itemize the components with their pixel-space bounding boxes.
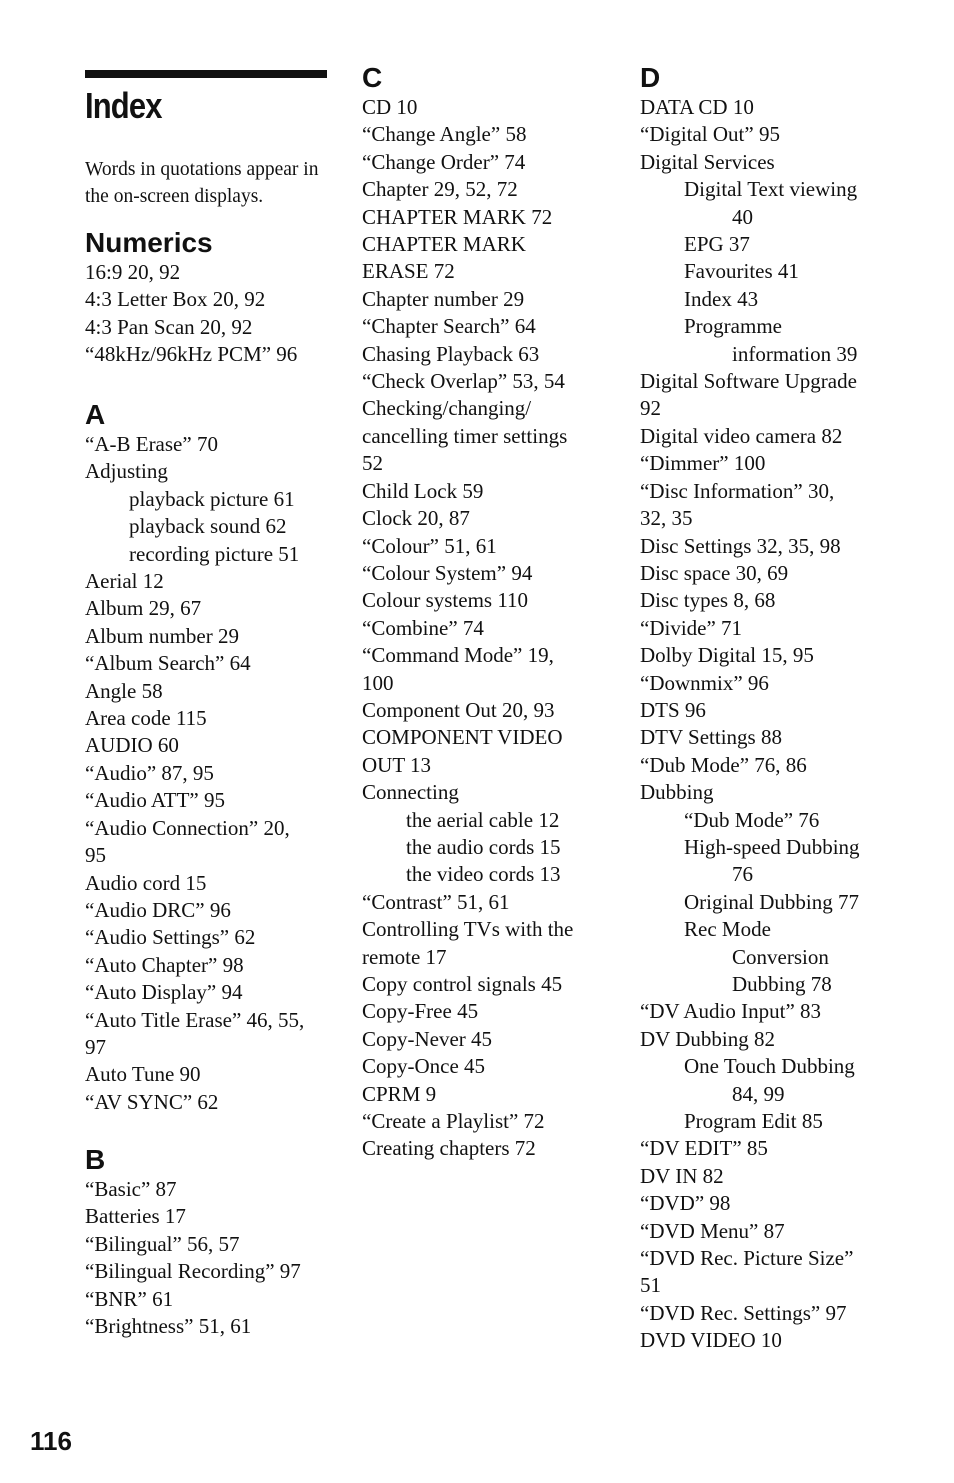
index-entry: 51 bbox=[640, 1273, 661, 1298]
index-entry: “Audio Settings” 62 bbox=[85, 925, 256, 950]
index-entry: Chapter 29, 52, 72 bbox=[362, 177, 518, 202]
index-entry: AUDIO 60 bbox=[85, 733, 179, 758]
index-subentry: One Touch Dubbing bbox=[684, 1054, 855, 1079]
index-entry: 4:3 Pan Scan 20, 92 bbox=[85, 314, 253, 339]
index-entry: “Audio” 87, 95 bbox=[85, 760, 214, 785]
title-rule bbox=[85, 70, 327, 78]
index-subentry: the video cords 13 bbox=[406, 862, 561, 887]
index-entry: “DVD Rec. Settings” 97 bbox=[640, 1300, 847, 1325]
index-entry: “DVD” 98 bbox=[640, 1191, 731, 1216]
index-entry: Checking/changing/ bbox=[362, 396, 532, 421]
index-entry: OUT 13 bbox=[362, 752, 432, 777]
index-entry: “Combine” 74 bbox=[362, 615, 484, 640]
index-entry: “Command Mode” 19, bbox=[362, 643, 554, 668]
index-entry: Digital video camera 82 bbox=[640, 423, 843, 448]
index-subentry: Digital Text viewing bbox=[684, 177, 858, 202]
index-entry: “Brightness” 51, 61 bbox=[85, 1314, 252, 1339]
index-entry: Component Out 20, 93 bbox=[362, 697, 555, 722]
index-subentry: 76 bbox=[732, 862, 753, 887]
index-entry: DV Dubbing 82 bbox=[640, 1026, 775, 1051]
index-subentry: EPG 37 bbox=[684, 232, 750, 257]
index-subentry: playback picture 61 bbox=[129, 486, 295, 511]
index-entry: “Audio DRC” 96 bbox=[85, 897, 231, 922]
index-entry: “Digital Out” 95 bbox=[640, 122, 780, 147]
index-entry: Disc Settings 32, 35, 98 bbox=[640, 533, 841, 558]
index-section-b bbox=[85, 1143, 301, 1340]
index-entry: “Dub Mode” 76, 86 bbox=[640, 752, 807, 777]
index-entry: “DVD Menu” 87 bbox=[640, 1218, 785, 1243]
index-entry: “Divide” 71 bbox=[640, 615, 743, 640]
index-entry: DV IN 82 bbox=[640, 1163, 724, 1188]
index-entry: “Disc Information” 30, bbox=[640, 478, 835, 503]
index-subentry: the aerial cable 12 bbox=[406, 807, 560, 832]
entry-list bbox=[85, 1176, 301, 1340]
index-entry: “A-B Erase” 70 bbox=[85, 432, 218, 456]
index-entry: “Colour” 51, 61 bbox=[362, 533, 497, 558]
index-entry: Area code 115 bbox=[85, 706, 207, 731]
index-subentry: 40 bbox=[732, 204, 753, 229]
page-number: 116 bbox=[30, 1426, 72, 1456]
entry-list bbox=[640, 94, 860, 1355]
index-entry: “DV Audio Input” 83 bbox=[640, 999, 822, 1024]
index-entry: 16:9 20, 92 bbox=[85, 260, 181, 284]
index-entry: CHAPTER MARK 72 bbox=[362, 204, 553, 229]
page-title: Index bbox=[85, 85, 162, 126]
index-entry: Album 29, 67 bbox=[85, 596, 202, 621]
index-entry: “Change Angle” 58 bbox=[362, 122, 527, 147]
index-entry: Dubbing bbox=[640, 780, 714, 805]
index-entry: Child Lock 59 bbox=[362, 478, 484, 503]
index-entry: Copy-Free 45 bbox=[362, 999, 479, 1024]
index-subentry: the audio cords 15 bbox=[406, 834, 561, 859]
index-entry: “DVD Rec. Picture Size” bbox=[640, 1246, 854, 1271]
entry-list bbox=[362, 94, 573, 1163]
section-letter: C bbox=[362, 62, 383, 93]
index-entry: Angle 58 bbox=[85, 678, 163, 703]
index-entry: DTS 96 bbox=[640, 697, 706, 722]
intro-text: Words in quotations appear in the on-screen displays. bbox=[85, 159, 319, 207]
index-entry: “Basic” 87 bbox=[85, 1177, 177, 1201]
entry-list bbox=[85, 259, 297, 369]
index-subentry: information 39 bbox=[732, 341, 858, 366]
index-entry: “Bilingual” 56, 57 bbox=[85, 1231, 240, 1256]
index-entry: DVD VIDEO 10 bbox=[640, 1328, 782, 1353]
index-entry: “Change Order” 74 bbox=[362, 149, 526, 174]
index-entry: Audio cord 15 bbox=[85, 870, 207, 895]
index-entry: 95 bbox=[85, 843, 106, 868]
index-subentry: Original Dubbing 77 bbox=[684, 889, 859, 914]
index-entry: “BNR” 61 bbox=[85, 1286, 174, 1311]
index-entry: “Auto Display” 94 bbox=[85, 980, 243, 1005]
index-entry: 52 bbox=[362, 451, 383, 476]
index-subentry: Conversion bbox=[732, 944, 829, 969]
index-entry: “Downmix” 96 bbox=[640, 670, 769, 695]
section-letter: Numerics bbox=[85, 227, 213, 258]
index-entry: Digital Services bbox=[640, 149, 775, 174]
index-entry: cancelling timer settings bbox=[362, 423, 568, 448]
section-letter: D bbox=[640, 62, 661, 93]
index-entry: “Bilingual Recording” 97 bbox=[85, 1259, 301, 1284]
index-entry: “Chapter Search” 64 bbox=[362, 314, 536, 339]
index-entry: Aerial 12 bbox=[85, 569, 164, 594]
index-entry: Copy-Never 45 bbox=[362, 1026, 493, 1051]
index-entry: 32, 35 bbox=[640, 506, 693, 531]
index-entry: Copy control signals 45 bbox=[362, 972, 563, 996]
index-entry: “Audio Connection” 20, bbox=[85, 815, 290, 840]
index-subentry: Index 43 bbox=[684, 286, 759, 311]
index-entry: Controlling TVs with the bbox=[362, 917, 574, 942]
index-entry: COMPONENT VIDEO bbox=[362, 725, 563, 750]
index-entry: Colour systems 110 bbox=[362, 588, 529, 613]
index-entry: Creating chapters 72 bbox=[362, 1136, 536, 1161]
index-entry: remote 17 bbox=[362, 944, 447, 969]
index-entry: 100 bbox=[362, 670, 394, 695]
index-subentry: High-speed Dubbing bbox=[684, 834, 860, 859]
index-entry: CD 10 bbox=[362, 95, 418, 119]
index-entry: “Dimmer” 100 bbox=[640, 451, 766, 476]
index-subentry: playback sound 62 bbox=[129, 514, 287, 539]
index-entry: Clock 20, 87 bbox=[362, 506, 470, 531]
index-entry: Auto Tune 90 bbox=[85, 1062, 201, 1087]
index-entry: Connecting bbox=[362, 780, 459, 805]
index-entry: Digital Software Upgrade bbox=[640, 369, 857, 394]
section-letter: A bbox=[85, 399, 106, 430]
index-entry: “Audio ATT” 95 bbox=[85, 788, 225, 813]
index-entry: CHAPTER MARK bbox=[362, 232, 526, 257]
index-entry: Chapter number 29 bbox=[362, 286, 525, 311]
index-entry: Batteries 17 bbox=[85, 1204, 186, 1229]
index-section-numerics bbox=[85, 226, 297, 369]
index-entry: “Auto Chapter” 98 bbox=[85, 952, 244, 977]
index-entry: 4:3 Letter Box 20, 92 bbox=[85, 287, 266, 312]
index-entry: ERASE 72 bbox=[362, 259, 455, 284]
index-subentry: Dubbing 78 bbox=[732, 972, 832, 996]
index-entry: DATA CD 10 bbox=[640, 95, 754, 119]
entry-list bbox=[85, 431, 304, 1116]
index-entry: “Check Overlap” 53, 54 bbox=[362, 369, 565, 394]
index-section-d bbox=[640, 61, 860, 1355]
index-subentry: Rec Mode bbox=[684, 917, 771, 942]
index-subentry: recording picture 51 bbox=[129, 541, 300, 566]
index-entry: “Colour System” 94 bbox=[362, 560, 533, 585]
index-section-c bbox=[362, 61, 573, 1163]
index-entry: Album number 29 bbox=[85, 623, 239, 648]
index-entry: Adjusting bbox=[85, 459, 168, 484]
section-letter: B bbox=[85, 1144, 106, 1175]
index-entry: “Create a Playlist” 72 bbox=[362, 1109, 545, 1134]
index-entry: Chasing Playback 63 bbox=[362, 341, 540, 366]
index-entry: CPRM 9 bbox=[362, 1081, 437, 1106]
index-entry: 92 bbox=[640, 396, 661, 421]
index-subentry: “Dub Mode” 76 bbox=[684, 807, 820, 832]
index-subentry: Programme bbox=[684, 314, 782, 339]
index-subentry: Program Edit 85 bbox=[684, 1109, 823, 1134]
index-entry: “DV EDIT” 85 bbox=[640, 1136, 768, 1161]
index-entry: “48kHz/96kHz PCM” 96 bbox=[85, 342, 298, 367]
index-section-a bbox=[85, 398, 304, 1116]
index-entry: Disc types 8, 68 bbox=[640, 588, 776, 613]
index-entry: “Album Search” 64 bbox=[85, 651, 251, 676]
index-entry: “Contrast” 51, 61 bbox=[362, 889, 510, 914]
index-entry: “AV SYNC” 62 bbox=[85, 1089, 219, 1114]
index-entry: Dolby Digital 15, 95 bbox=[640, 643, 814, 668]
index-entry: Disc space 30, 69 bbox=[640, 560, 789, 585]
index-entry: Copy-Once 45 bbox=[362, 1054, 486, 1079]
index-entry: 97 bbox=[85, 1034, 106, 1059]
index-subentry: 84, 99 bbox=[732, 1081, 785, 1106]
index-entry: DTV Settings 88 bbox=[640, 725, 782, 750]
index-entry: “Auto Title Erase” 46, 55, bbox=[85, 1007, 305, 1032]
index-subentry: Favourites 41 bbox=[684, 259, 799, 284]
